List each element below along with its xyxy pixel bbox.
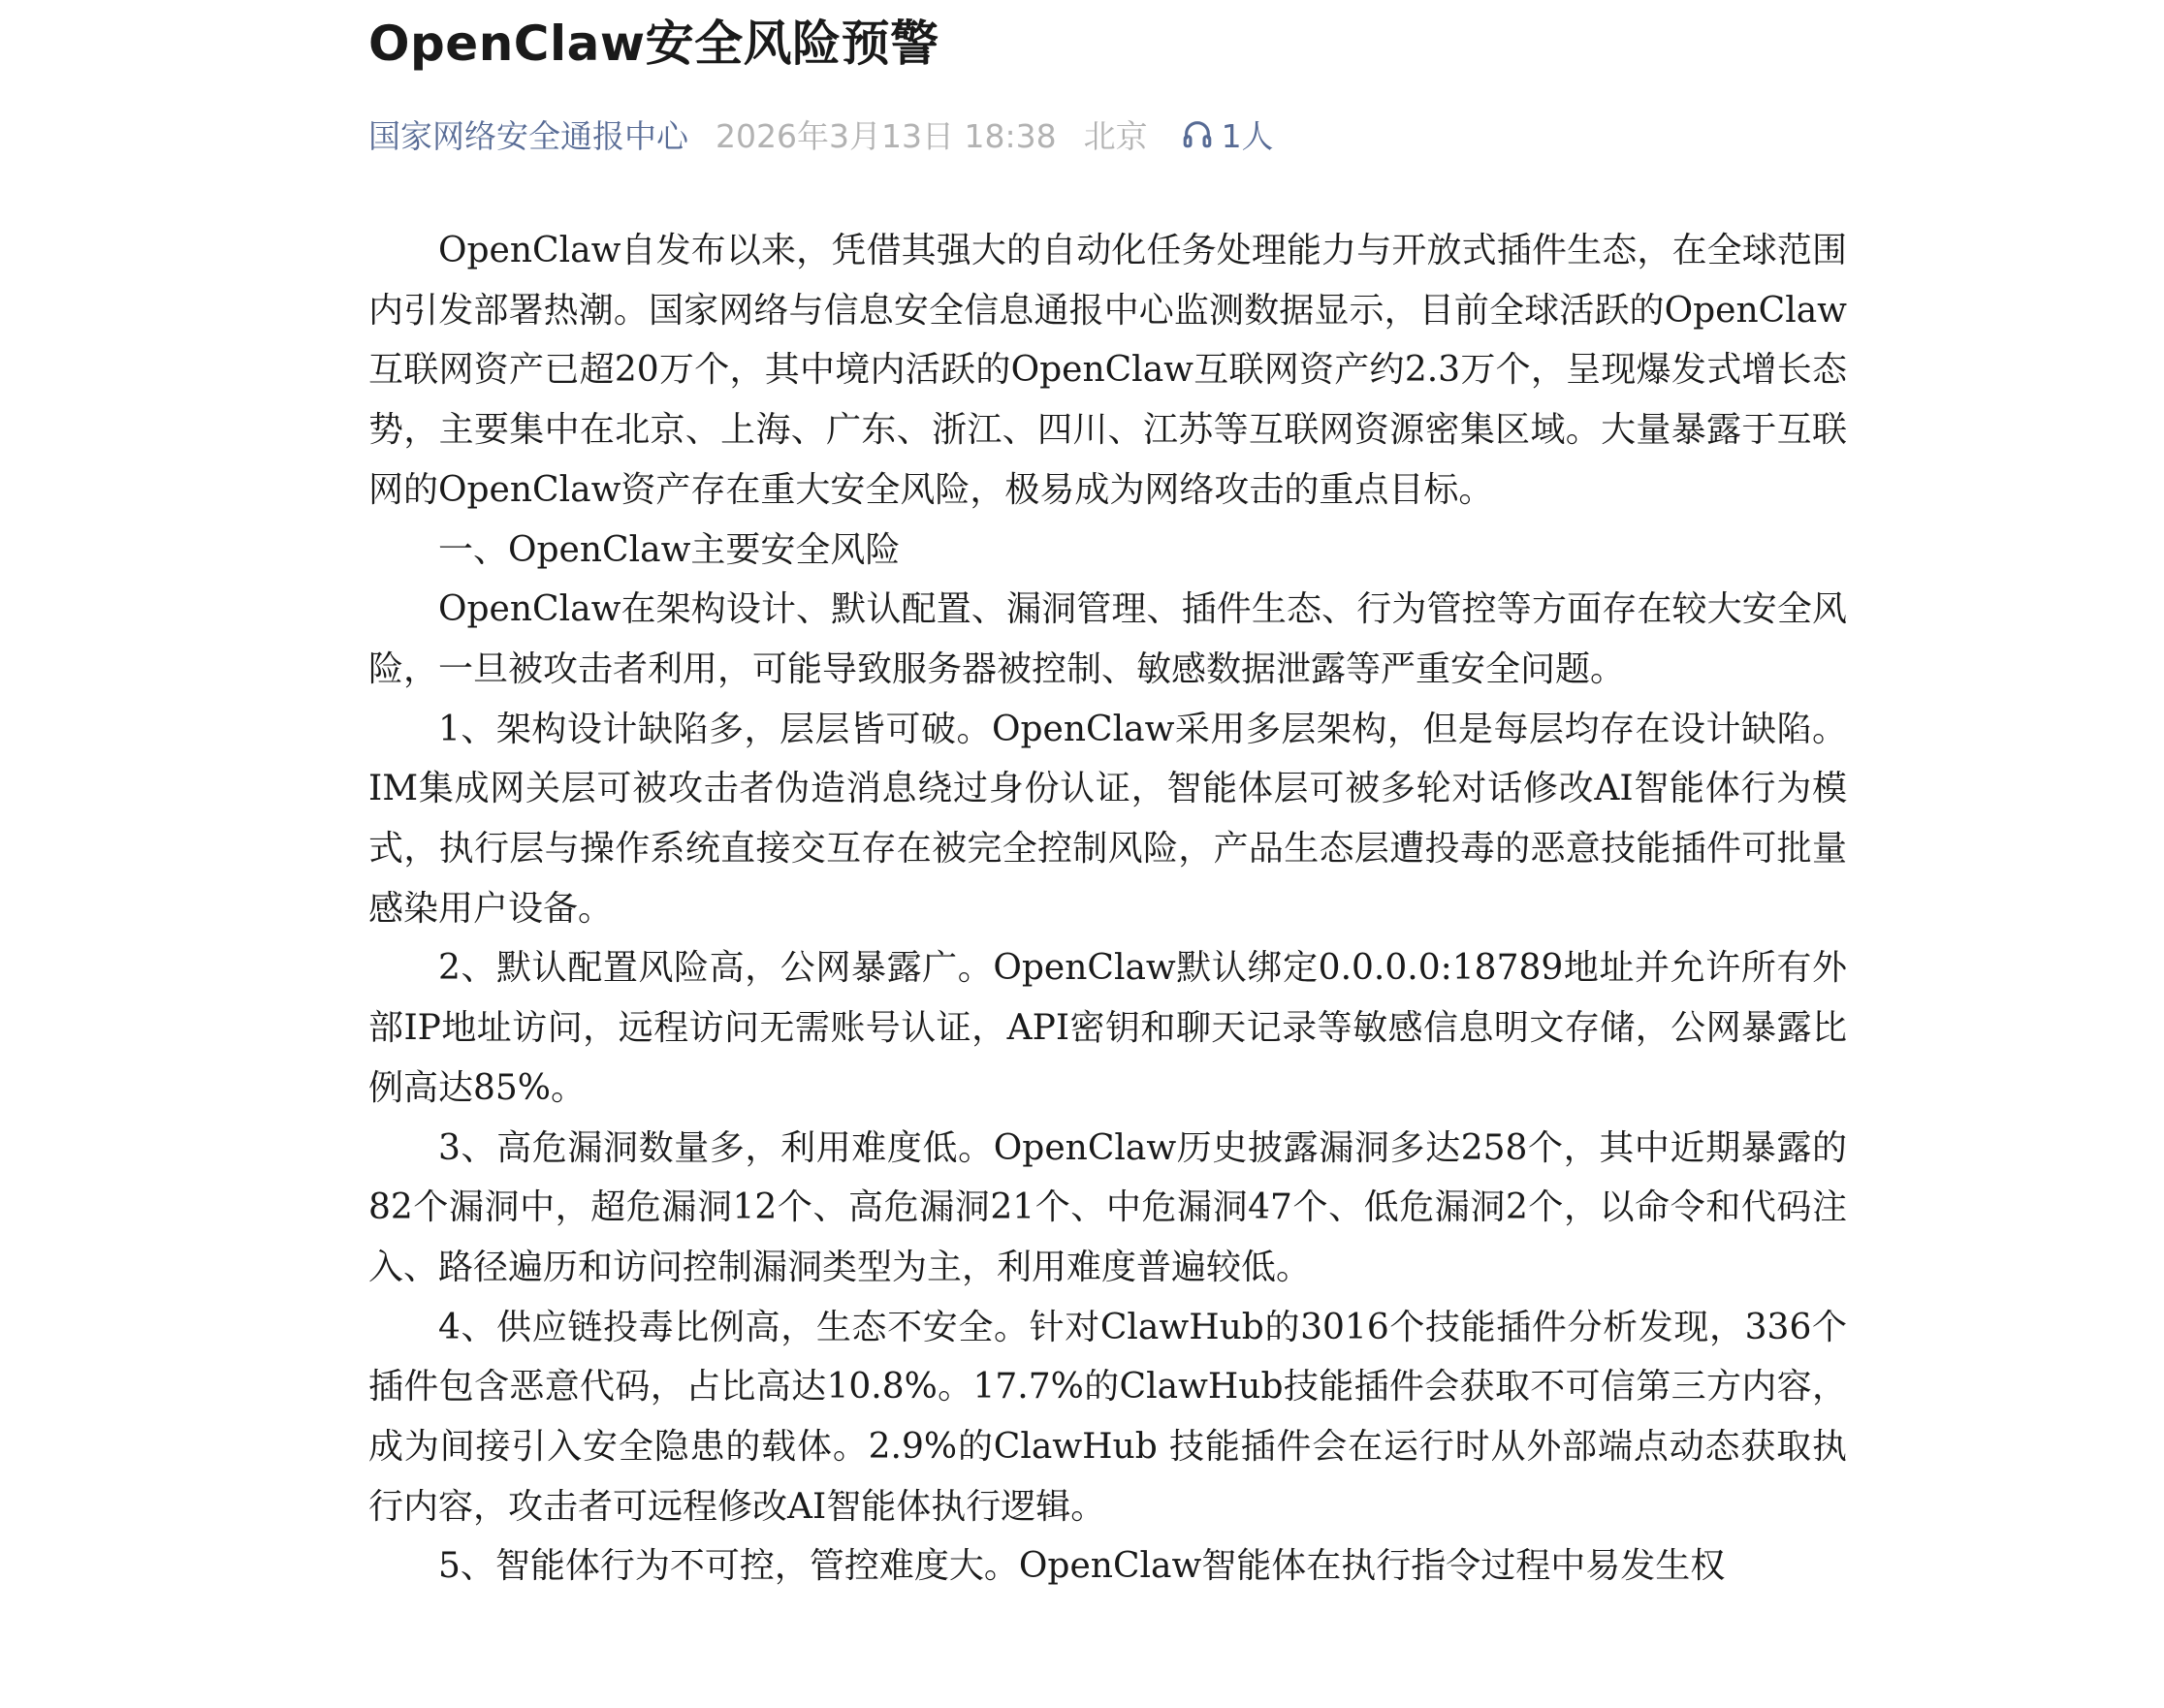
listen-count: 1人 xyxy=(1221,116,1274,155)
article-title: OpenClaw安全风险预警 xyxy=(368,16,939,72)
paragraph-risk-3: 3、高危漏洞数量多，利用难度低。OpenClaw历史披露漏洞多达258个，其中近期暴露的82个漏洞中，超危漏洞12个、高危漏洞21个、中危漏洞47个、低危漏洞2个，以命令和代码注入、路径遍历和访问控制漏洞类型为主，利用难度普遍较低。 xyxy=(368,1127,1847,1287)
publish-location: 北京 xyxy=(1083,116,1148,155)
account-name-link[interactable]: 国家网络安全通报中心 xyxy=(368,116,688,155)
paragraph-risk-2: 2、默认配置风险高，公网暴露广。OpenClaw默认绑定0.0.0.0:18789地址并允许所有外部IP地址访问，远程访问无需账号认证，API密钥和聊天记录等敏感信息明文存储，公网暴露比例高达85%。 xyxy=(368,948,1847,1108)
section-heading: 一、OpenClaw主要安全风险 xyxy=(438,529,901,570)
article xyxy=(368,0,1847,1597)
paragraph-risk-4: 4、供应链投毒比例高，生态不安全。针对ClawHub的3016个技能插件分析发现，336个插件包含恶意代码，占比高达10.8%。17.7%的ClawHub技能插件会获取不可信第三方内容，成为间接引入安全隐患的载体。2.9%的ClawHub 技能插件会在运行时从外部端点动态获取执行内容，攻击者可远程修改AI智能体执行逻辑。 xyxy=(368,1307,1847,1527)
paragraph-section-summary: OpenClaw在架构设计、默认配置、漏洞管理、插件生态、行为管控等方面存在较大安全风险，一旦被攻击者利用，可能导致服务器被控制、敏感数据泄露等严重安全问题。 xyxy=(368,589,1847,689)
headphones-icon xyxy=(1181,117,1214,150)
listen-button[interactable] xyxy=(1181,111,1274,157)
article-meta xyxy=(368,112,1847,155)
paragraph-risk-5: 5、智能体行为不可控，管控难度大。OpenClaw智能体在执行指令过程中易发生权 xyxy=(438,1546,1726,1587)
article-body xyxy=(368,221,1847,1597)
paragraph-intro: OpenClaw自发布以来，凭借其强大的自动化任务处理能力与开放式插件生态，在全球范围内引发部署热潮。国家网络与信息安全信息通报中心监测数据显示，目前全球活跃的OpenClaw互联网资产已超20万个，其中境内活跃的OpenClaw互联网资产约2.3万个，呈现爆发式增长态势，主要集中在北京、上海、广东、浙江、四川、江苏等互联网资源密集区域。大量暴露于互联网的OpenClaw资产存在重大安全风险，极易成为网络攻击的重点目标。 xyxy=(368,231,1847,510)
publish-time: 2026年3月13日 18:38 xyxy=(716,116,1057,155)
paragraph-risk-1: 1、架构设计缺陷多，层层皆可破。OpenClaw采用多层架构，但是每层均存在设计缺陷。IM集成网关层可被攻击者伪造消息绕过身份认证，智能体层可被多轮对话修改AI智能体行为模式，执行层与操作系统直接交互存在被完全控制风险，产品生态层遭投毒的恶意技能插件可批量感染用户设备。 xyxy=(368,709,1847,929)
